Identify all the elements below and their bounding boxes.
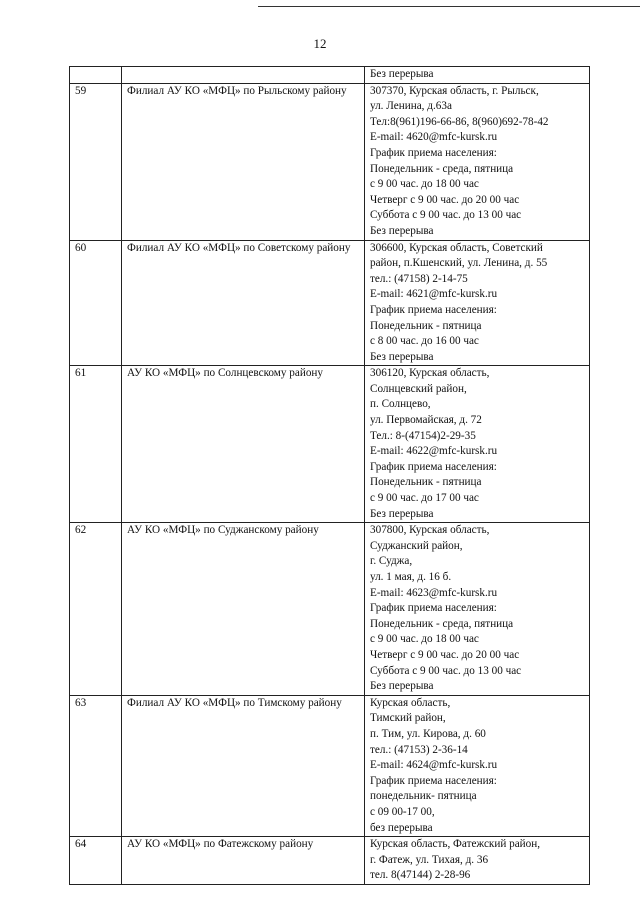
cell-name [122, 83, 365, 240]
info-line: ул. 1 мая, д. 16 б. [370, 571, 452, 583]
info-line: п. Тим, ул. Кирова, д. 60 [370, 727, 486, 740]
cell-info [365, 366, 590, 523]
cell-number: 60 [70, 240, 122, 366]
info-line: График приема населения: [370, 602, 497, 615]
info-line: район, п.Кшенский, ул. Ленина, д. 55 [370, 257, 548, 270]
info-line: График приема населения: [370, 460, 497, 473]
cell-info [365, 695, 590, 836]
table-row-continuation [70, 67, 590, 84]
cell-info [365, 240, 590, 366]
info-line: п. Солнцево, [370, 398, 431, 411]
info-line: Тел:8(961)196-66-86, 8(960)692-78-42 [370, 115, 549, 128]
branch-name: АУ КО «МФЦ» по Суджанскому району [127, 524, 319, 537]
info-line: понедельник- пятница [370, 790, 477, 803]
info-line: Понедельник - пятница [370, 319, 482, 332]
page-number: 12 [313, 36, 327, 51]
info-line: E-mail: 4624@mfc-kursk.ru [370, 759, 498, 772]
cell-number: 61 [70, 366, 122, 523]
info-line: Курская область, [370, 696, 451, 709]
cell-info [365, 837, 590, 885]
info-line: Без перерыва [370, 350, 434, 363]
info-line: Без перерыва [370, 224, 434, 237]
branch-name: АУ КО «МФЦ» по Фатежскому району [127, 838, 314, 851]
info-line: E-mail: 4622@mfc-kursk.ru [370, 445, 498, 458]
cell-number: 59 [70, 83, 122, 240]
branch-name: Филиал АУ КО «МФЦ» по Тимскому району [127, 696, 342, 709]
cell-name [122, 837, 365, 885]
cell-name [122, 523, 365, 696]
branch-name: АУ КО «МФЦ» по Солнцевскому району [127, 367, 324, 380]
cell-info [365, 67, 590, 84]
info-line: Понедельник - среда, пятница [370, 617, 514, 630]
info-line: с 8 00 час. до 16 00 час [370, 335, 479, 348]
info-line: ул. Первомайская, д. 72 [370, 414, 482, 427]
info-line: Четверг с 9 00 час. до 20 00 час [370, 648, 520, 661]
info-line: 307370, Курская область, г. Рыльск, [370, 84, 539, 97]
info-line: с 09 00-17 00, [370, 805, 435, 818]
info-line: с 9 00 час. до 17 00 час [370, 492, 479, 505]
cell-number: 63 [70, 695, 122, 836]
info-line: тел.: (47158) 2-14-75 [370, 272, 468, 285]
cell-number: 62 [70, 523, 122, 696]
table-body [70, 67, 590, 885]
info-line: 306120, Курская область, [370, 367, 490, 380]
info-line: График приема населения: [370, 303, 497, 316]
branch-table [69, 66, 590, 885]
info-line: Суббота с 9 00 час. до 13 00 час [370, 664, 522, 677]
cell-number [70, 67, 122, 84]
info-line: Тел.: 8-(47154)2-29-35 [370, 429, 476, 442]
info-line: Солнцевский район, [370, 382, 467, 395]
info-line: Понедельник - пятница [370, 476, 482, 489]
info-line: E-mail: 4623@mfc-kursk.ru [370, 586, 498, 599]
info-line: без перерыва [370, 821, 433, 834]
table-row [70, 695, 590, 836]
info-line: с 9 00 час. до 18 00 час [370, 633, 479, 646]
info-line: E-mail: 4621@mfc-kursk.ru [370, 288, 498, 301]
table-row [70, 83, 590, 240]
info-line: Без перерыва [370, 680, 434, 693]
info-line: тел. 8(47144) 2-28-96 [370, 869, 471, 882]
branch-name: Филиал АУ КО «МФЦ» по Советскому району [127, 241, 351, 254]
cell-name [122, 695, 365, 836]
branch-name: Филиал АУ КО «МФЦ» по Рыльскому району [127, 84, 347, 97]
info-line: График приема населения: [370, 146, 497, 159]
info-line: 306600, Курская область, Советский [370, 241, 543, 254]
table-row [70, 837, 590, 885]
cell-name [122, 67, 365, 84]
info-line: Тимский район, [370, 712, 446, 725]
info-line: 307800, Курская область, [370, 524, 490, 537]
info-line: г. Суджа, [370, 555, 413, 568]
info-line: ул. Ленина, д.63а [370, 100, 452, 113]
info-line: Суббота с 9 00 час. до 13 00 час [370, 209, 522, 222]
info-line: E-mail: 4620@mfc-kursk.ru [370, 131, 498, 144]
table-row [70, 523, 590, 696]
info-line: Без перерыва [370, 507, 434, 520]
info-line: тел.: (47153) 2-36-14 [370, 743, 468, 756]
info-line: Суджанский район, [370, 539, 463, 552]
info-line: с 9 00 час. до 18 00 час [370, 178, 479, 191]
table-row [70, 240, 590, 366]
cell-name [122, 240, 365, 366]
info-line: Курская область, Фатежский район, [370, 838, 541, 851]
cell-name [122, 366, 365, 523]
cell-info [365, 523, 590, 696]
cell-number: 64 [70, 837, 122, 885]
info-line: График приема населения: [370, 774, 497, 787]
top-rule [258, 6, 640, 7]
info-line: Понедельник - среда, пятница [370, 162, 514, 175]
info-line: г. Фатеж, ул. Тихая, д. 36 [370, 853, 489, 866]
info-line: Без перерыва [370, 68, 434, 80]
table-row [70, 366, 590, 523]
cell-info [365, 83, 590, 240]
info-line: Четверг с 9 00 час. до 20 00 час [370, 193, 520, 206]
